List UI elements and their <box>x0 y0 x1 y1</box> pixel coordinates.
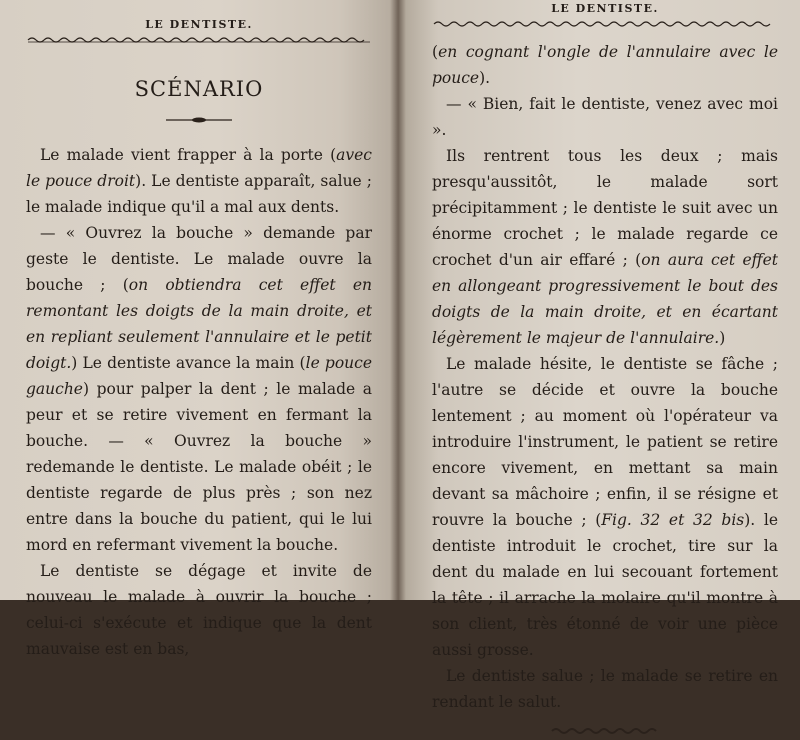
text-run: ). le dentiste introduit le crochet, tire sur la dent du malade en lui secouant fortement la tête ; il arrache la molaire qu'il montre à son client, très étonné de voir une pièce aussi grosse. <box>432 511 779 659</box>
paragraph <box>432 143 778 351</box>
text-run: Le dentiste se dégage et invite de nouveau le malade à ouvrir la bouche ; celui-ci s'exécute et indique que la dent mauvaise est en bas, <box>26 562 372 658</box>
paragraph <box>26 220 372 558</box>
right-page <box>398 0 800 711</box>
text-run: Le dentiste salue ; le malade se retire en rendant le salut. <box>432 667 778 711</box>
italic-text-run: on aura cet effet en allongeant progressivement le bout des doigts de la main droite, et en écartant légèrement le majeur de l'annulaire. <box>432 251 779 347</box>
left-body-text <box>26 142 372 662</box>
text-run: — « Bien, fait le dentiste, venez avec moi ». <box>432 95 778 139</box>
text-run: — « Ouvrez la bouche » demande par geste le dentiste. Le malade ouvre la bouche ; ( <box>26 224 372 294</box>
header-rule-right <box>432 19 778 27</box>
italic-text-run: en cognant l'ongle de l'annulaire avec le pouce <box>432 43 778 87</box>
text-run: ). Le dentiste apparaît, salue ; le malade indique qu'il a mal aux dents. <box>26 172 372 216</box>
page-title: SCÉNARIO <box>134 77 264 101</box>
italic-text-run: on obtiendra cet effet en remontant les doigts de la main droite, et en repliant seulement l'annulaire et le petit doigt. <box>26 276 372 372</box>
text-run: ) <box>719 329 726 347</box>
paragraph <box>432 351 778 663</box>
left-page <box>0 0 398 658</box>
right-body-text <box>432 39 778 715</box>
text-run: Le malade vient frapper à la porte ( <box>40 146 337 164</box>
header-rule <box>26 35 372 43</box>
end-ornament <box>432 721 778 740</box>
text-run: Ils rentrent tous les deux ; mais presqu'aussitôt, le malade sort précipitamment ; le dentiste le suit avec un énorme crochet ; le malade regarde ce crochet d'un air effaré ; ( <box>432 147 778 269</box>
text-run: ) pour palper la dent ; le malade a peur et se retire vivement en fermant la bouche. — « Ouvrez la bouche » redemande le dentiste. Le malade obéit ; le dentiste regarde de plus près ; son nez entre dans la bouche du patient, qui le lui mord en refermant vivement la bouche. <box>26 380 372 554</box>
paragraph <box>432 91 778 143</box>
paragraph <box>26 558 372 662</box>
running-head: LE DENTISTE. <box>145 18 253 31</box>
paragraph <box>432 663 778 715</box>
title-ornament <box>26 109 372 128</box>
text-run: Le malade hésite, le dentiste se fâche ; l'autre se décide et ouvre la bouche lentement ; au moment où l'opérateur va introduire l'instrument, le patient se retire encore vivement, en mettant sa main devant sa mâchoire ; enfin, il se résigne et rouvre la bouche ; ( <box>432 355 778 529</box>
italic-text-run: Fig. 32 et 32 bis <box>601 511 745 529</box>
paragraph <box>432 39 778 91</box>
text-run: ) Le dentiste avance la main ( <box>71 354 306 372</box>
text-run: ( <box>432 43 439 61</box>
text-run: ). <box>479 69 491 87</box>
paragraph <box>26 142 372 220</box>
running-head-right: LE DENTISTE. <box>551 2 659 15</box>
book-gutter <box>390 0 406 600</box>
italic-text-run: le pouce gauche <box>26 354 372 398</box>
italic-text-run: avec le pouce droit <box>26 146 372 190</box>
